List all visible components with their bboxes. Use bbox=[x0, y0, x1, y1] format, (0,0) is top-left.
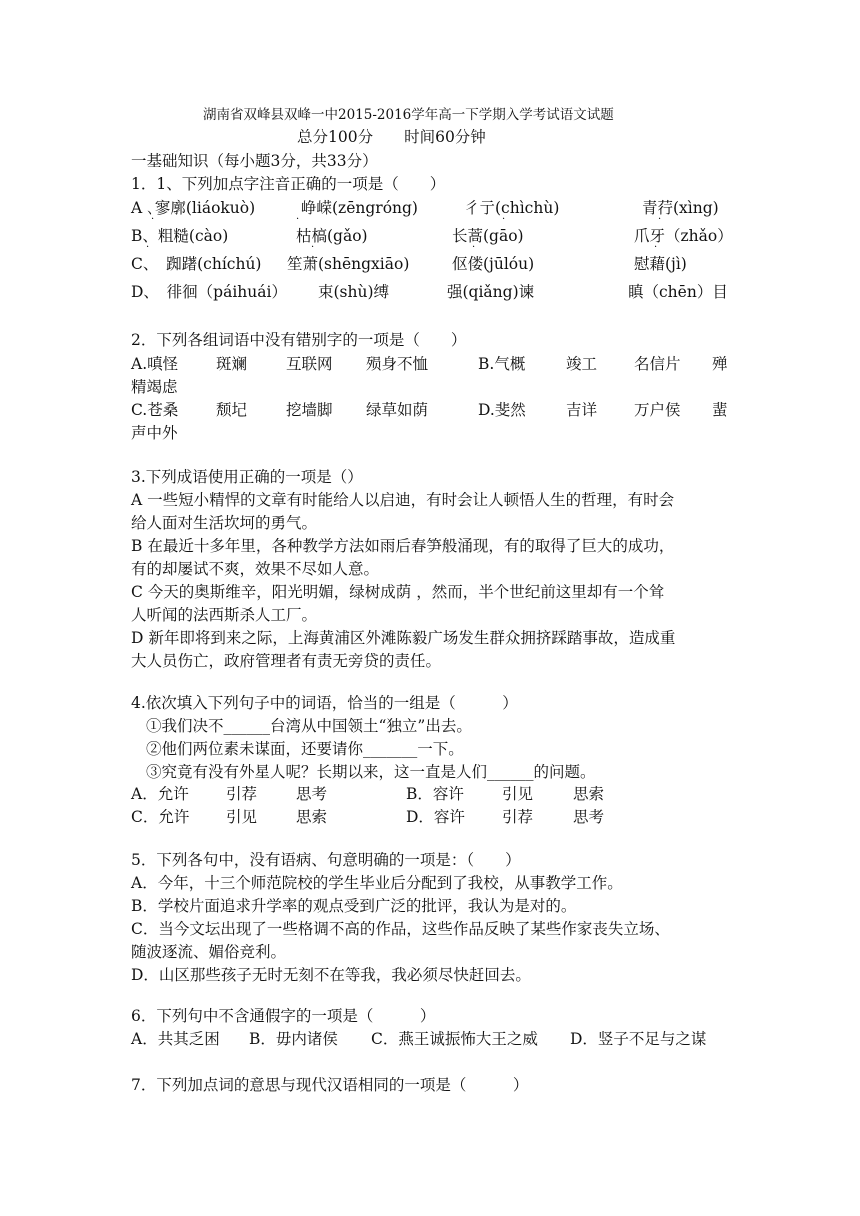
q2-option-word: D.斐然 bbox=[478, 401, 526, 419]
q4-option: 引荐 bbox=[502, 808, 534, 826]
q5-line: 随波逐流、媚俗竞利。 bbox=[131, 943, 287, 961]
q2-option-word: 吉详 bbox=[566, 401, 598, 419]
section-heading: 一基础知识（每小题3分，共33分） bbox=[131, 152, 378, 170]
q2-option-word: 颓圮 bbox=[216, 401, 248, 419]
q1-b-3: 长蒿(gāo) bbox=[452, 227, 524, 245]
q2-line2: 精竭虑 bbox=[131, 378, 178, 396]
q4-option: B．容许 bbox=[406, 785, 464, 803]
q2-option-word: 殚 bbox=[712, 355, 728, 373]
emphasis-dot: · bbox=[502, 214, 506, 225]
q1-d-2: 束(shù)缚 bbox=[318, 283, 390, 301]
q3-line: 有的却屡试不爽，效果不尽如人意。 bbox=[131, 560, 380, 578]
q1-c-2: 笙萧(shēngxiāo) bbox=[287, 255, 410, 273]
q4-option: C．允许 bbox=[131, 808, 190, 826]
q5-line: C．当今文坛出现了一些格调不高的作品，这些作品反映了某些作家丧失立场、 bbox=[131, 920, 670, 938]
q4-option: D．容许 bbox=[406, 808, 465, 826]
page-subtitle: 总分100分 时间60分钟 bbox=[297, 128, 486, 146]
q3-line: D 新年即将到来之际，上海黄浦区外滩陈毅广场发生群众拥挤踩踏事故，造成重 bbox=[131, 629, 676, 647]
q5-line: D．山区那些孩子无时无刻不在等我，我必须尽快赶回去。 bbox=[131, 966, 531, 984]
page-title: 湖南省双峰县双峰一中2015-2016学年高一下学期入学考试语文试题 bbox=[203, 107, 614, 123]
q4-sentence: ①我们决不______台湾从中国领土“独立”出去。 bbox=[146, 717, 472, 735]
emphasis-dot: · bbox=[151, 214, 155, 225]
q6-option: B．毋内诸侯 bbox=[249, 1030, 338, 1048]
q4-option: 思索 bbox=[296, 808, 328, 826]
q5-stem: 5．下列各句中，没有语病、句意明确的一项是：（ ） bbox=[131, 851, 521, 869]
q7-stem: 7．下列加点词的意思与现代汉语相同的一项是（ ） bbox=[131, 1076, 529, 1094]
q3-line: 大人员伤亡，政府管理者有责无旁贷的责任。 bbox=[131, 652, 442, 670]
q3-stem: 3.下列成语使用正确的一项是（） bbox=[131, 468, 363, 486]
q6-option: A．共其乏困 bbox=[131, 1030, 220, 1048]
q1-d-1: D、 徘徊（páihuái） bbox=[131, 283, 287, 301]
q6-option: D．竖子不足与之谋 bbox=[570, 1030, 707, 1048]
q2-option-word: 殒身不恤 bbox=[366, 355, 429, 373]
q2-option-word: A.嗔怪 bbox=[131, 355, 179, 373]
q1-a-4: 青荇(xìng) bbox=[642, 199, 719, 217]
q2-option-word: C.苍桑 bbox=[131, 401, 179, 419]
q6-option: C．燕王诚振怖大王之威 bbox=[371, 1030, 538, 1048]
q1-c-3: 伛偻(jūlóu) bbox=[452, 255, 535, 273]
q1-a-2: 峥嵘(zēngróng) bbox=[301, 199, 418, 217]
emphasis-dot: · bbox=[311, 242, 315, 253]
q2-option-word: 互联网 bbox=[286, 355, 333, 373]
q2-option-word: 蜚 bbox=[712, 401, 728, 419]
q6-stem: 6．下列句中不含通假字的一项是（ ） bbox=[131, 1007, 436, 1025]
q1-c-1: C、 踟躇(chíchú) bbox=[131, 255, 262, 273]
q1-a-3: 彳亍(chìchù) bbox=[464, 199, 560, 217]
q2-option-word: 绿草如荫 bbox=[366, 401, 429, 419]
q4-option: 引见 bbox=[226, 808, 258, 826]
q2-option-word: B.气概 bbox=[478, 355, 526, 373]
q3-line: C 今天的奥斯维辛，阳光明媚，绿树成荫 ，然而，半个世纪前这里却有一个耸 bbox=[131, 583, 665, 601]
q4-sentence: ②他们两位素未谋面，还要请你_______一下。 bbox=[146, 740, 464, 758]
q4-option: 引荐 bbox=[226, 785, 258, 803]
q2-option-word: 名信片 bbox=[634, 355, 681, 373]
emphasis-dot: · bbox=[654, 242, 658, 253]
q3-line: 人听闻的法西斯杀人工厂。 bbox=[131, 606, 318, 624]
q2-stem: 2．下列各组词语中没有错别字的一项是（ ） bbox=[131, 331, 467, 349]
emphasis-dot: · bbox=[296, 214, 300, 225]
q3-line: A 一些短小精悍的文章有时能给人以启迪，有时会让人顿悟人生的哲理，有时会 bbox=[131, 491, 675, 509]
q2-option-word: 竣工 bbox=[566, 355, 598, 373]
q4-option: 思考 bbox=[296, 785, 328, 803]
q1-d-3: 强(qiǎng)谏 bbox=[447, 283, 535, 301]
q1-b-2: 枯槁(gǎo) bbox=[296, 227, 368, 245]
q2-option-word: 万户侯 bbox=[634, 401, 681, 419]
q1-a-1: A ､寥廓(liáokuò) bbox=[131, 199, 256, 217]
q3-line: B 在最近十多年里，各种教学方法如雨后春笋般涌现，有的取得了巨大的成功， bbox=[131, 537, 675, 555]
q3-line: 给人面对生活坎坷的勇气。 bbox=[131, 514, 318, 532]
q4-option: 思索 bbox=[573, 785, 605, 803]
q1-stem: 1．1、下列加点字注音正确的一项是（ ） bbox=[131, 175, 446, 193]
q4-sentence: ③究竟有没有外星人呢？长期以来，这一直是人们______的问题。 bbox=[146, 763, 596, 781]
emphasis-dot: · bbox=[658, 214, 662, 225]
q5-line: A．今年，十三个师范院校的学生毕业后分配到了我校，从事教学工作。 bbox=[131, 874, 623, 892]
q1-c-4: 慰藉(jì) bbox=[634, 255, 687, 273]
q1-d-4: 瞋（chēn）目 bbox=[628, 283, 728, 301]
emphasis-dot: · bbox=[472, 242, 476, 253]
q4-option: 思考 bbox=[573, 808, 605, 826]
q2-option-word: 挖墙脚 bbox=[286, 401, 333, 419]
q4-option: A．允许 bbox=[131, 785, 189, 803]
emphasis-dot: · bbox=[146, 242, 150, 253]
q2-option-word: 斑斓 bbox=[216, 355, 248, 373]
q1-b-4: 爪牙（zhǎo） bbox=[634, 227, 733, 245]
q5-line: B．学校片面追求升学率的观点受到广泛的批评，我认为是对的。 bbox=[131, 897, 577, 915]
q4-option: 引见 bbox=[502, 785, 534, 803]
q4-stem: 4.依次填入下列句子中的词语，恰当的一组是（ ） bbox=[131, 694, 518, 712]
q1-b-1: B、粗糙(cào) bbox=[131, 227, 229, 245]
q2-line4: 声中外 bbox=[131, 424, 178, 442]
